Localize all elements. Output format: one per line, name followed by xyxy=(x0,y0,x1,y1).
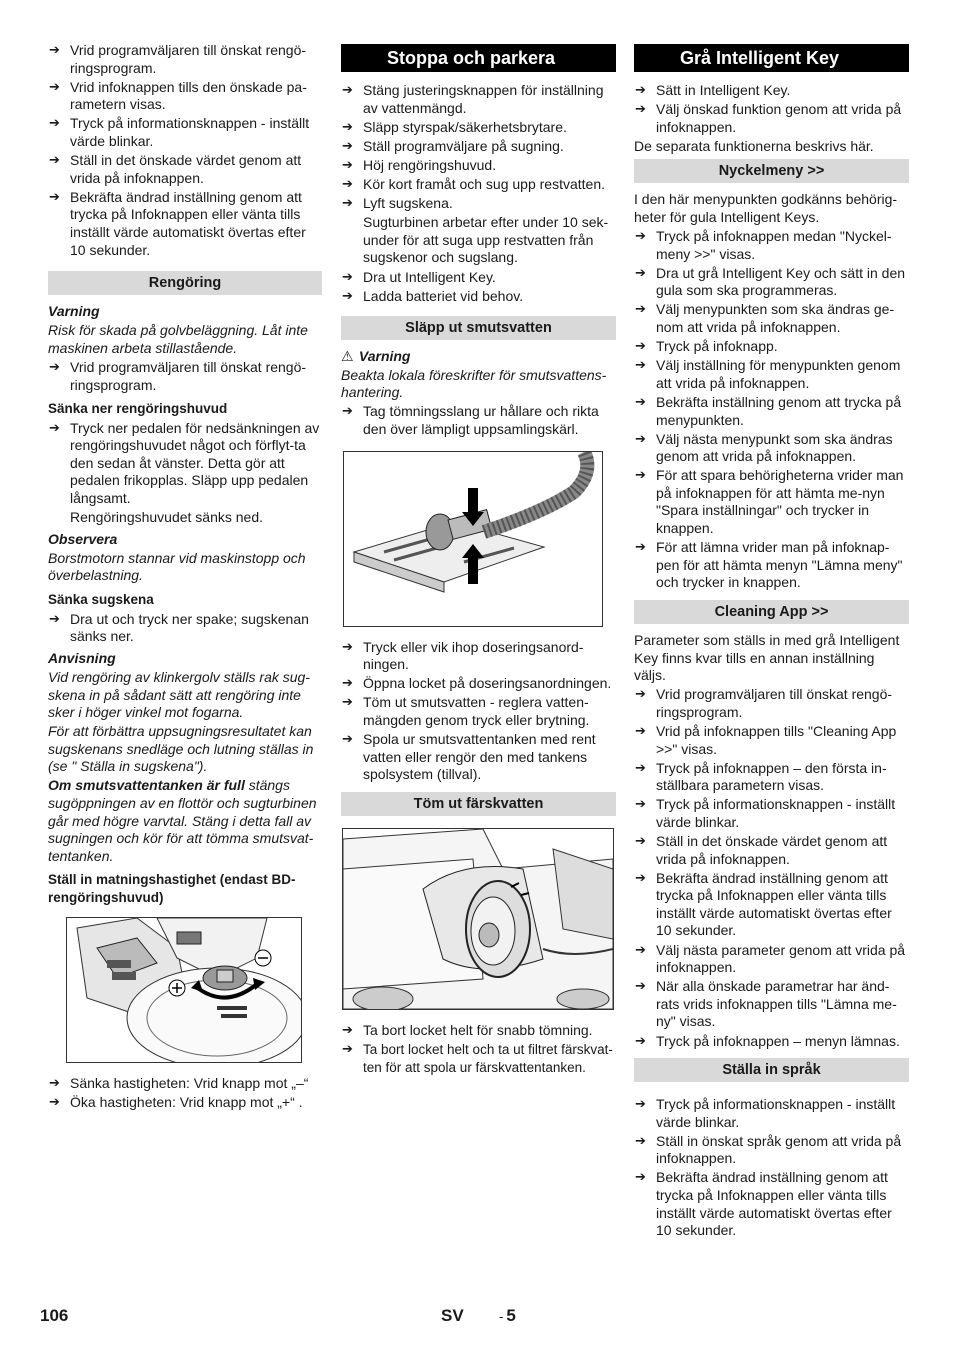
step: ➔ Släpp styrspak/säkerhetsbrytare. xyxy=(341,119,616,137)
drain-hose-illustration xyxy=(344,452,602,626)
section-heading-stoppa: Stoppa och parkera xyxy=(341,44,616,72)
step: ➔ Vrid programväljaren till önskat rengö-ringsprogram. xyxy=(48,42,322,77)
step: ➔ Öppna locket på doseringsanordningen. xyxy=(341,675,616,693)
step: ➔ Tryck eller vik ihop doseringsanord-ningen. xyxy=(341,639,616,674)
nyckel-text: I den här menypunkten godkänns behörig-heter för gula Intelligent Keys. xyxy=(634,191,898,225)
step: ➔ Tryck på infoknappen – menyn lämnas. xyxy=(634,1033,909,1051)
step: ➔ Dra ut och tryck ner spake; sugskenan sänks ner. xyxy=(48,611,322,646)
step-result: Rengöringshuvudet sänks ned. xyxy=(70,509,264,526)
step: ➔ Öka hastigheten: Vrid knapp mot „+“ . xyxy=(48,1094,322,1112)
section-heading-nyckelmeny: Nyckelmeny >> xyxy=(634,159,909,183)
varning-label xyxy=(341,348,616,366)
section-heading-rengoring: Rengöring xyxy=(48,271,322,295)
footer-sub-number: 5 xyxy=(506,1306,516,1325)
anvisning-text: För att förbättra uppsugningsresultatet kan sugskenans snedläge och lutning ställas in (se " Ställa in sugskena"). xyxy=(48,723,314,775)
fresh-water-illustration xyxy=(343,829,613,1009)
anvisning-text: Vid rengöring av klinkergolv ställs rak sug-skena in på sådant sätt att rengöring inte sker i höger vinkel mot fogarna. xyxy=(48,668,310,721)
step: ➔ Välj önskad funktion genom att vrida på infoknappen. xyxy=(634,101,909,136)
anvisning-label: Anvisning xyxy=(48,649,116,666)
step: ➔ Stäng justeringsknappen för inställning av vattenmängd. xyxy=(341,82,616,117)
step: ➔ Ta bort locket helt för snabb tömning. xyxy=(341,1022,616,1040)
page-number: 106 xyxy=(40,1306,69,1325)
full-tank-bold: Om smutsvattentanken är full xyxy=(48,777,245,794)
step: ➔ Bekräfta inställning genom att trycka på menypunkten. xyxy=(634,394,909,429)
step: ➔ Välj nästa parameter genom att vrida på infoknappen. xyxy=(634,942,909,977)
figure-drain-hose xyxy=(343,451,603,627)
step: ➔ För att lämna vrider man på infoknap-pen för att hämta menyn "Lämna meny" och trycker in knappen. xyxy=(634,539,909,592)
step: ➔ Ställ programväljare på sugning. xyxy=(341,138,616,156)
step: ➔ Välj inställning för menypunkten genom att vrida på infoknappen. xyxy=(634,357,909,392)
step: ➔ Ta bort locket helt och ta ut filtret färskvat-ten för att spola ur färskvattentanken. xyxy=(341,1041,616,1076)
section-heading-cleaning-app: Cleaning App >> xyxy=(634,600,909,624)
step: ➔ Tryck på informationsknappen - inställt värde blinkar. xyxy=(634,796,909,831)
step: ➔ När alla önskade parametrar har änd-rats vrids infoknappen tills "Lämna me-ny" visas. xyxy=(634,978,909,1031)
step: ➔ Bekräfta ändrad inställning genom att trycka på Infoknappen eller vänta tills inställt värde automatiskt övertas efter 10 sekunder. xyxy=(48,189,322,259)
section-heading-sprak: Ställa in språk xyxy=(634,1058,909,1082)
subheading-sanka-huvud: Sänka ner rengöringshuvud xyxy=(48,401,228,417)
step: ➔ Sänka hastigheten: Vrid knapp mot „–“ xyxy=(48,1075,322,1093)
step: ➔ Välj menypunkten som ska ändras ge-nom att vrida på infoknappen. xyxy=(634,301,909,336)
step: ➔ Vrid programväljaren till önskat rengö-ringsprogram. xyxy=(634,686,909,721)
section-heading-tom: Töm ut färskvatten xyxy=(341,792,616,816)
step-result: Sugturbinen arbetar efter under 10 sek-under för att suga upp restvatten från sugskenor och sugslang. xyxy=(363,214,609,266)
step: ➔ Sätt in Intelligent Key. xyxy=(634,82,909,100)
step: ➔ Ställ in det önskade värdet genom att vrida på infoknappen. xyxy=(634,833,909,868)
warning-icon: ⚠ xyxy=(341,347,354,364)
varning-text: Risk för skada på golvbeläggning. Låt inte maskinen arbeta stillastående. xyxy=(48,322,308,356)
step: ➔ Höj rengöringshuvud. xyxy=(341,157,616,175)
varning-label: Varning xyxy=(48,303,100,320)
column-3 xyxy=(634,42,909,1241)
step: ➔ Spola ur smutsvattentanken med rent vatten eller rengör den med tankens spolsystem (tillval). xyxy=(341,731,616,784)
observera-label: Observera xyxy=(48,530,118,547)
varning-label-text: Varning xyxy=(358,347,411,364)
step: ➔ Vrid programväljaren till önskat rengö-ringsprogram. xyxy=(48,359,322,394)
step: ➔ Välj nästa menypunkt som ska ändras genom att vrida på infoknappen. xyxy=(634,431,909,466)
step: ➔ Tryck på informationsknappen - inställt värde blinkar. xyxy=(634,1096,909,1131)
figure-speed-knob xyxy=(66,917,302,1063)
speed-knob-illustration xyxy=(67,918,301,1062)
step: ➔ Vrid infoknappen tills den önskade pa-rametern visas. xyxy=(48,79,322,114)
step: ➔ Dra ut grå Intelligent Key och sätt in den gula som ska programmeras. xyxy=(634,265,909,300)
step: ➔ Töm ut smutsvatten - reglera vatten-mängden genom tryck eller brytning. xyxy=(341,694,616,729)
language-code: SV xyxy=(441,1306,464,1325)
step: ➔ Kör kort framåt och sug upp restvatten. xyxy=(341,176,616,194)
step: ➔ Dra ut Intelligent Key. xyxy=(341,269,616,287)
key-text: De separata funktionerna beskrivs här. xyxy=(634,137,874,154)
observera-text: Borstmotorn stannar vid maskinstopp och överbelastning. xyxy=(48,549,306,584)
step: ➔ Tag tömningsslang ur hållare och rikta den över lämpligt uppsamlingskärl. xyxy=(341,403,616,438)
step: ➔ Tryck ner pedalen för nedsänkningen av rengöringshuvudet något och förflyt-ta den sedan åt vänster. Detta gör att pedalen frikopplas. Släpp upp pedalen långsamt. xyxy=(48,420,322,508)
step: ➔ Lyft sugskena. xyxy=(341,195,616,213)
step: ➔ Tryck på infoknapp. xyxy=(634,338,909,356)
varning-text: Beakta lokala föreskrifter för smutsvattens-hantering. xyxy=(341,366,607,401)
step: ➔ Ställ in det önskade värdet genom att vrida på infoknappen. xyxy=(48,152,322,187)
figure-fresh-water xyxy=(342,828,614,1010)
step: ➔ Tryck på infoknappen – den första in-ställbara parametern visas. xyxy=(634,760,909,795)
step: ➔ Bekräfta ändrad inställning genom att trycka på Infoknappen eller vänta tills inställt värde automatiskt övertas efter 10 sekunder. xyxy=(634,870,909,940)
app-text: Parameter som ställs in med grå Intelligent Key finns kvar tills en annan inställning väljs. xyxy=(634,631,900,684)
step: ➔ Vrid på infoknappen tills "Cleaning App >>" visas. xyxy=(634,723,909,758)
full-tank-rest: stängs sugöppningen av en flottör och sugturbinen går med högre varvtal. Stäng i detta fall av sugningen och kör för att tömma smutsvat-tentanken. xyxy=(48,777,317,864)
section-heading-key: Grå Intelligent Key xyxy=(634,44,909,72)
full-tank-note xyxy=(48,777,322,865)
column-1 xyxy=(48,42,322,1113)
step: ➔ Ladda batteriet vid behov. xyxy=(341,288,616,306)
step: ➔ Ställ in önskat språk genom att vrida på infoknappen. xyxy=(634,1133,909,1168)
subheading-hastighet: Ställ in matningshastighet (endast BD-rengöringshuvud) xyxy=(48,872,296,906)
column-2 xyxy=(341,42,616,1078)
subheading-sanka-sugskena: Sänka sugskena xyxy=(48,592,154,608)
sub-page-number xyxy=(499,1307,516,1326)
footer-dash: - xyxy=(499,1309,504,1324)
section-heading-slapp: Släpp ut smutsvatten xyxy=(341,316,616,340)
step: ➔ Tryck på informationsknappen - inställt värde blinkar. xyxy=(48,115,322,150)
step: ➔ Tryck på infoknappen medan "Nyckel-meny >>" visas. xyxy=(634,228,909,263)
step: ➔ Bekräfta ändrad inställning genom att trycka på Infoknappen eller vänta tills inställt värde automatiskt övertas efter 10 sekunder. xyxy=(634,1169,909,1239)
step: ➔ För att spara behörigheterna vrider man på infoknappen för att hämta me-nyn "Spara inställningar" och trycker in knappen. xyxy=(634,467,909,537)
